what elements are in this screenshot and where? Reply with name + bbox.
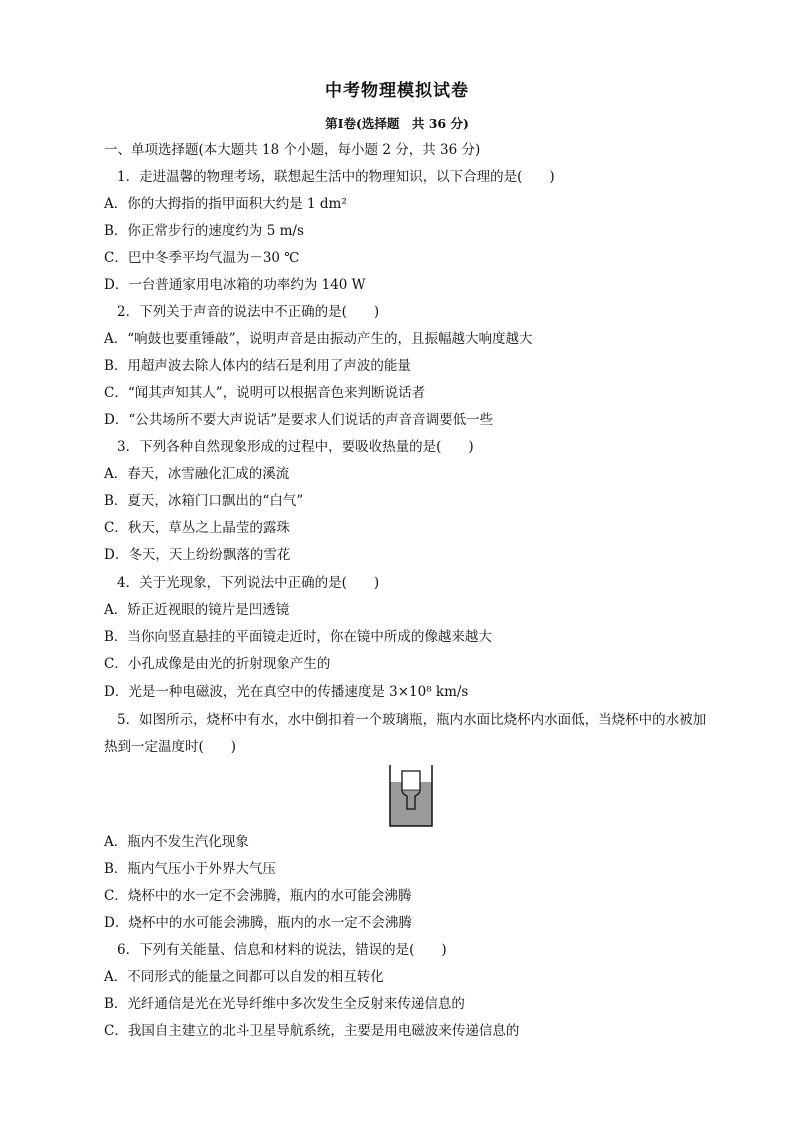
question-2-option-a: A．“响鼓也要重锤敲”，说明声音是由振动产生的，且振幅越大响度越大 (104, 331, 533, 347)
question-2-option-d: D．“公共场所不要大声说话”是要求人们说话的声音音调要低一些 (104, 412, 494, 428)
question-4-option-c: C．小孔成像是由光的折射现象产生的 (104, 656, 331, 672)
question-5-stem-line-1: 5．如图所示，烧杯中有水，水中倒扣着一个玻璃瓶，瓶内水面比烧杯内水面低，当烧杯中的水被加 (117, 712, 707, 728)
question-5-option-a: A．瓶内不发生汽化现象 (104, 834, 249, 850)
question-6-option-c: C．我国自主建立的北斗卫星导航系统，主要是用电磁波来传递信息的 (104, 1023, 520, 1039)
question-4-option-b: B．当你向竖直悬挂的平面镜走近时，你在镜中所成的像越来越大 (104, 629, 492, 645)
bottle-air (402, 771, 420, 790)
question-1-option-d: D．一台普通家用电冰箱的功率约为 140 W (104, 277, 366, 293)
question-2-option-c: C．“闻其声知其人”，说明可以根据音色来判断说话者 (104, 385, 426, 401)
section-heading: 一、单项选择题(本大题共 18 个小题，每小题 2 分，共 36 分) (104, 142, 481, 158)
question-3-stem: 3．下列各种自然现象形成的过程中，要吸收热量的是( ) (117, 439, 474, 455)
section-subtitle: 第Ⅰ卷(选择题 共 36 分) (325, 116, 469, 131)
question-4-option-d: D．光是一种电磁波，光在真空中的传播速度是 3×10⁸ km/s (104, 684, 469, 700)
question-5-option-b: B．瓶内气压小于外界大气压 (104, 861, 276, 877)
question-3-option-a: A．春天，冰雪融化汇成的溪流 (104, 466, 290, 482)
question-5-stem-line-2: 热到一定温度时( ) (104, 739, 237, 755)
question-1-option-a: A．你的大拇指的指甲面积大约是 1 dm² (104, 196, 347, 212)
question-1-option-b: B．你正常步行的速度约为 5 m/s (104, 223, 304, 239)
question-1-stem: 1．走进温馨的物理考场，联想起生活中的物理知识，以下合理的是( ) (117, 169, 555, 185)
question-2-stem: 2．下列关于声音的说法中不正确的是( ) (117, 304, 380, 320)
page-title: 中考物理模拟试卷 (325, 81, 469, 101)
question-5-option-c: C．烧杯中的水一定不会沸腾，瓶内的水可能会沸腾 (104, 888, 412, 904)
question-6-stem: 6．下列有关能量、信息和材料的说法，错误的是( ) (117, 942, 447, 958)
question-5-option-d: D．烧杯中的水可能会沸腾，瓶内的水一定不会沸腾 (104, 915, 412, 931)
question-6-option-a: A．不同形式的能量之间都可以自发的相互转化 (104, 969, 384, 985)
question-1-option-c: C．巴中冬季平均气温为－30 ℃ (104, 250, 300, 266)
question-4-option-a: A．矫正近视眼的镜片是凹透镜 (104, 602, 290, 618)
question-6-option-b: B．光纤通信是光在光导纤维中多次发生全反射来传递信息的 (104, 996, 465, 1012)
question-3-option-c: C．秋天，草丛之上晶莹的露珠 (104, 520, 290, 536)
question-3-option-d: D．冬天，天上纷纷飘落的雪花 (104, 547, 291, 563)
question-2-option-b: B．用超声波去除人体内的结石是利用了声波的能量 (104, 358, 411, 374)
beaker-figure (389, 765, 433, 827)
question-3-option-b: B．夏天，冰箱门口飘出的“白气” (104, 493, 304, 509)
question-4-stem: 4．关于光现象，下列说法中正确的是( ) (117, 575, 380, 591)
